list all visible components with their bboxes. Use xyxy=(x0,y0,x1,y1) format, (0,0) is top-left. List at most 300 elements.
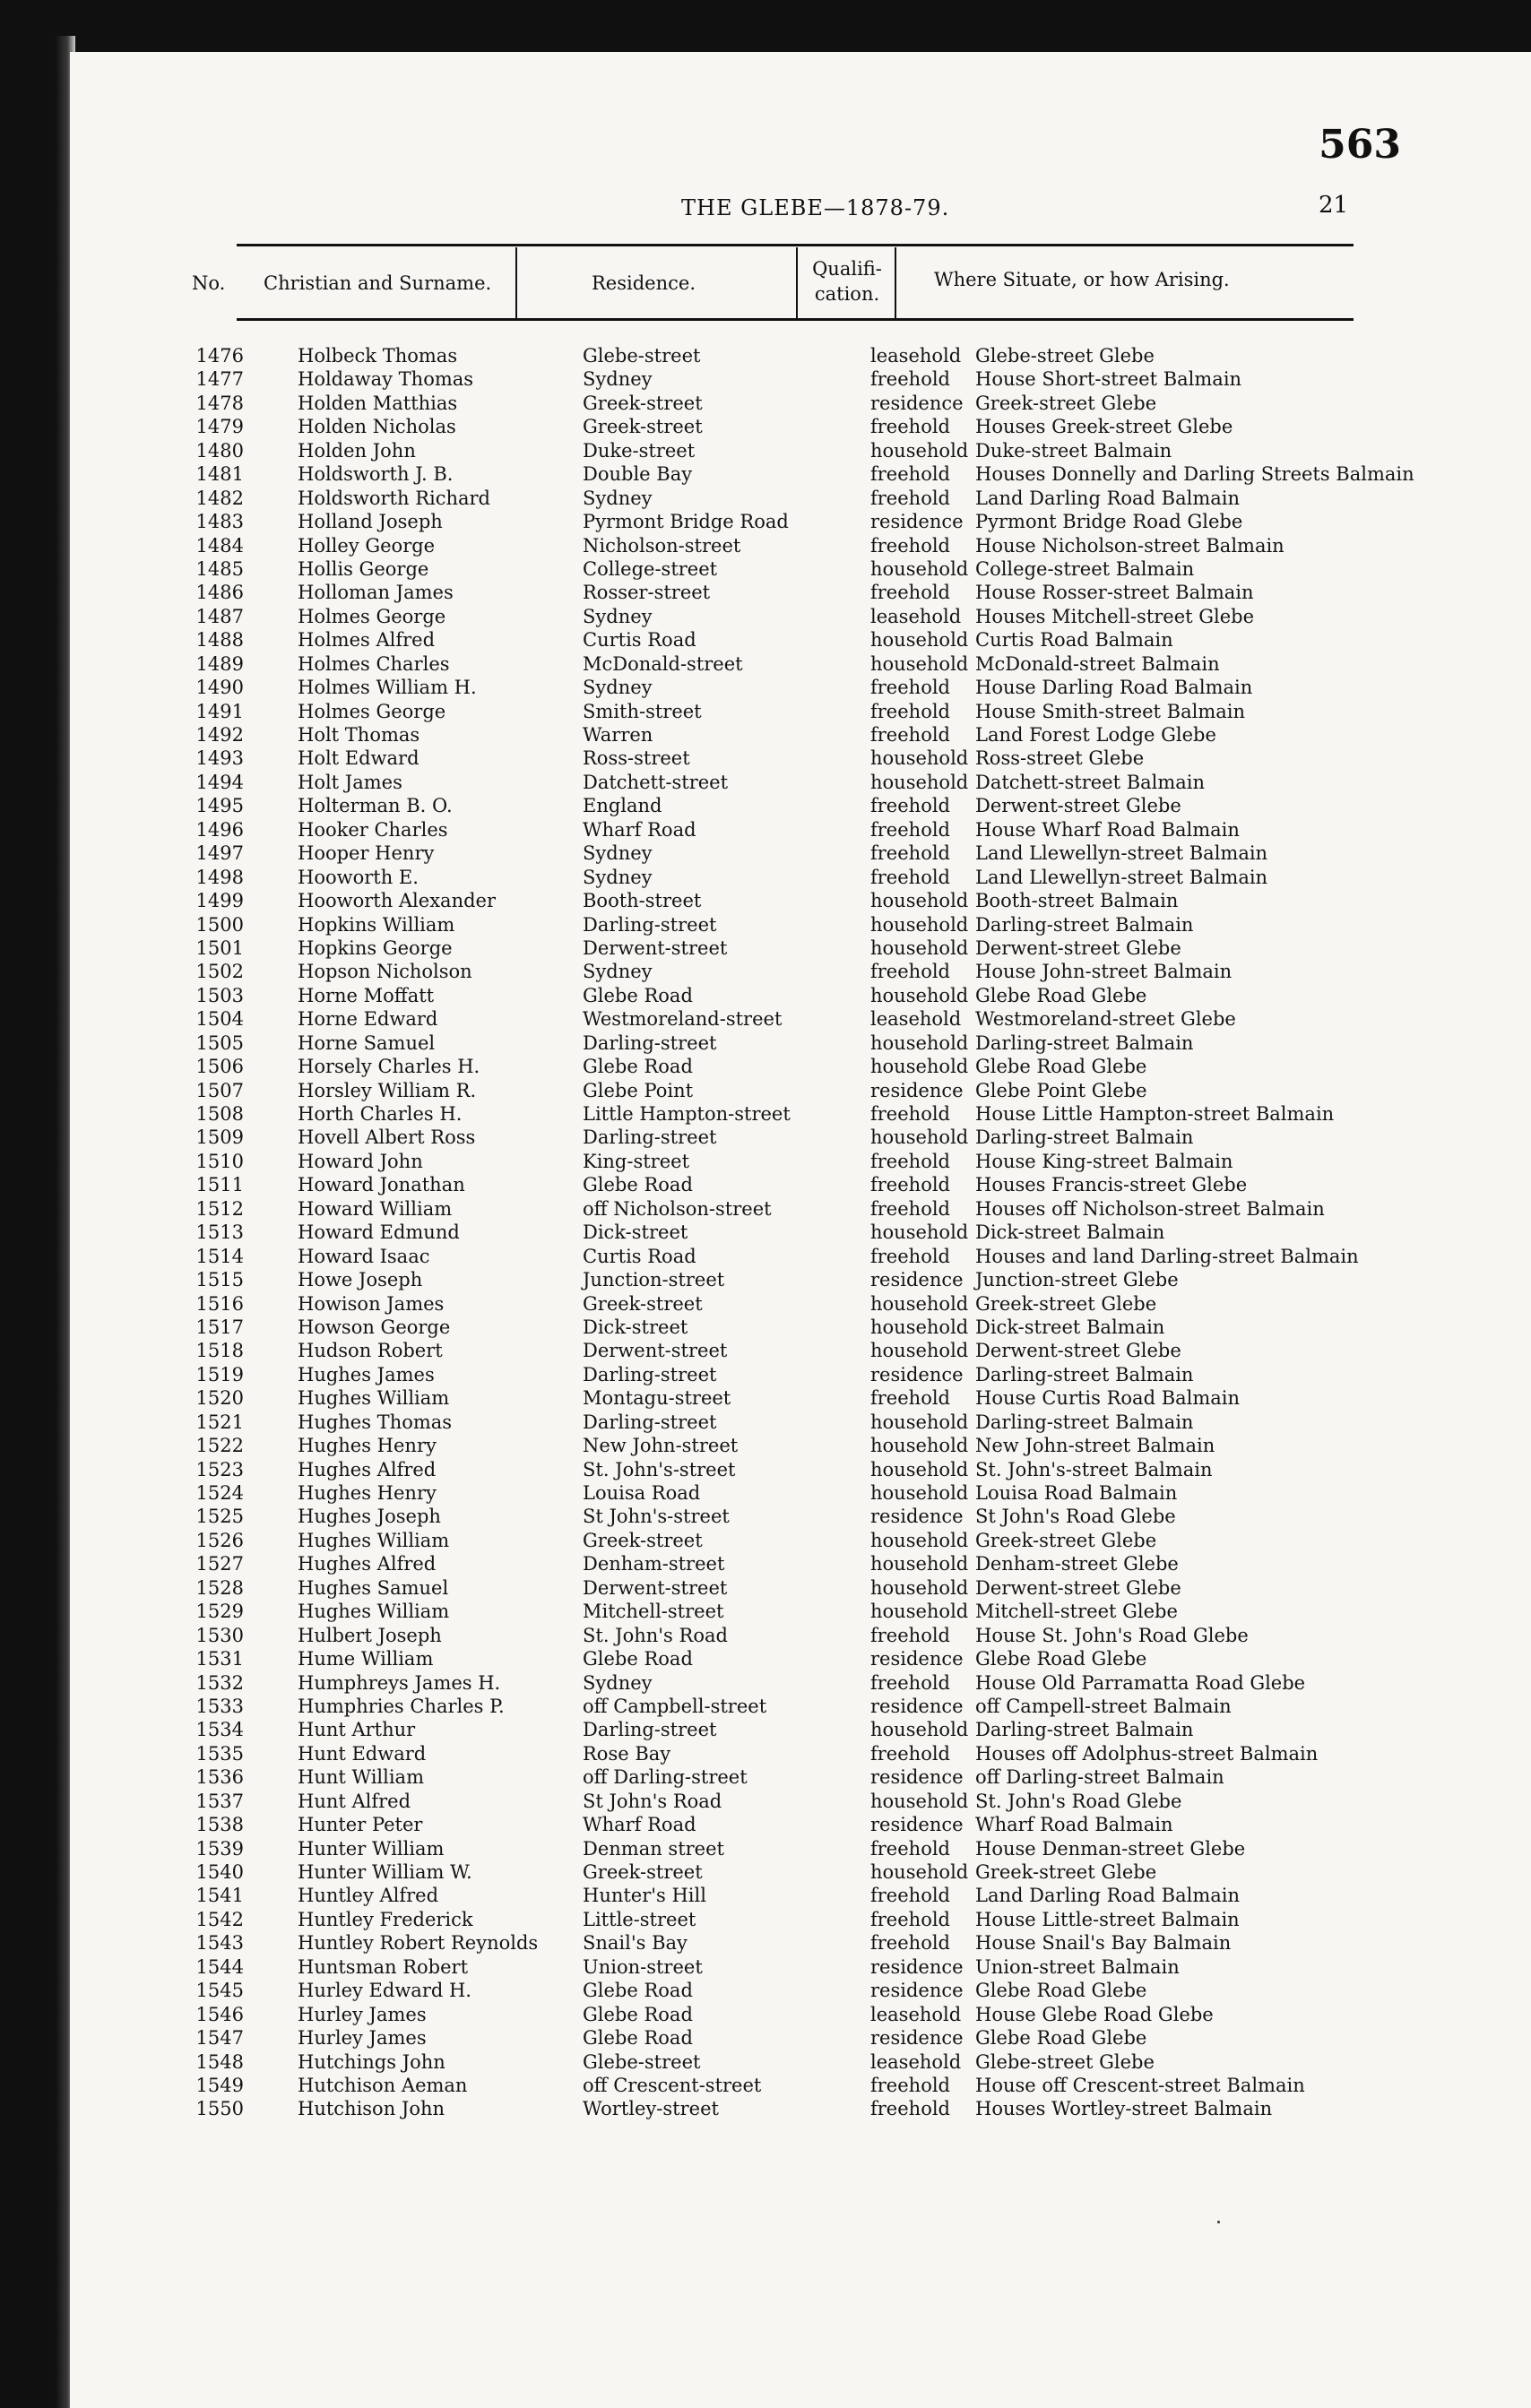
entry-number: 1540 xyxy=(195,1861,244,1883)
header-qualification-line1: Qualifi- xyxy=(812,258,882,280)
entry-name: Hughes Henry xyxy=(298,1435,437,1457)
entry-residence: Booth-street xyxy=(583,890,702,912)
table-row xyxy=(70,1126,1531,1149)
entry-qualification: freehold xyxy=(870,1932,950,1955)
entry-name: Horsely Charles H. xyxy=(298,1056,480,1078)
table-row xyxy=(70,1790,1531,1813)
table-row xyxy=(70,628,1531,652)
entry-qualification: residence xyxy=(870,511,964,533)
entry-qualification: residence xyxy=(870,1814,964,1836)
entry-where-situate: off Darling-street Balmain xyxy=(975,1766,1224,1789)
entry-name: Hunter William xyxy=(298,1837,445,1860)
entry-residence: Derwent-street xyxy=(583,1340,728,1362)
entry-qualification: freehold xyxy=(870,818,950,841)
entry-name: Hughes William xyxy=(298,1387,450,1410)
entry-number: 1550 xyxy=(195,2098,244,2120)
entry-qualification: freehold xyxy=(870,416,950,438)
entry-name: Hopkins William xyxy=(298,913,455,936)
table-row xyxy=(70,510,1531,533)
entry-residence: Sydney xyxy=(583,866,653,888)
entry-where-situate: Derwent-street Glebe xyxy=(975,1340,1181,1362)
table-row xyxy=(70,1197,1531,1221)
entry-name: Hudson Robert xyxy=(298,1340,443,1362)
entry-where-situate: Curtis Road Balmain xyxy=(975,629,1173,652)
entry-qualification: freehold xyxy=(870,1150,950,1172)
entry-where-situate: Wharf Road Balmain xyxy=(975,1814,1173,1836)
entry-residence: Curtis Road xyxy=(583,629,696,652)
table-row xyxy=(70,794,1531,817)
entry-residence: Denham-street xyxy=(583,1553,725,1575)
entry-name: Holmes Alfred xyxy=(298,629,436,652)
table-row xyxy=(70,1529,1531,1552)
entry-number: 1476 xyxy=(195,345,244,367)
entry-name: Hunt Edward xyxy=(298,1742,427,1765)
entry-name: Hughes Joseph xyxy=(298,1506,441,1528)
page-number: 563 xyxy=(1319,122,1401,168)
entry-name: Hughes James xyxy=(298,1363,435,1385)
entry-name: Hutchison Aeman xyxy=(298,2074,468,2096)
entry-residence: Glebe Road xyxy=(583,984,693,1006)
entry-where-situate: Louisa Road Balmain xyxy=(975,1482,1178,1504)
table-row xyxy=(70,1007,1531,1031)
entry-qualification: freehold xyxy=(870,534,950,557)
entry-where-situate: Land Darling Road Balmain xyxy=(975,487,1241,509)
register-page xyxy=(70,52,1531,2408)
entry-residence: Junction-street xyxy=(583,1269,725,1291)
entry-residence: St. John's-street xyxy=(583,1458,736,1480)
entry-name: Huntley Frederick xyxy=(298,1908,473,1930)
table-row xyxy=(70,1908,1531,1931)
entry-where-situate: Land Llewellyn-street Balmain xyxy=(975,866,1268,888)
table-row xyxy=(70,1150,1531,1173)
entry-qualification: freehold xyxy=(870,1837,950,1860)
table-row xyxy=(70,1458,1531,1481)
entry-residence: Rose Bay xyxy=(583,1742,671,1765)
entry-qualification: household xyxy=(870,1576,969,1599)
entry-number: 1489 xyxy=(195,652,244,675)
entry-name: Hopson Nicholson xyxy=(298,961,472,983)
table-row xyxy=(70,960,1531,983)
entry-where-situate: Darling-street Balmain xyxy=(975,1719,1194,1741)
entry-where-situate: Union-street Balmain xyxy=(975,1955,1180,1978)
entry-where-situate: Glebe Road Glebe xyxy=(975,1056,1147,1078)
entry-residence: Glebe Road xyxy=(583,1174,693,1196)
entry-name: Holloman James xyxy=(298,582,454,604)
entry-name: Holt Thomas xyxy=(298,724,420,746)
table-row xyxy=(70,534,1531,557)
entry-where-situate: Houses Francis-street Glebe xyxy=(975,1174,1248,1196)
entry-residence: Mitchell-street xyxy=(583,1601,724,1623)
table-row xyxy=(70,652,1531,676)
entry-number: 1485 xyxy=(195,557,244,580)
entry-where-situate: House Little Hampton-street Balmain xyxy=(975,1103,1335,1125)
entry-qualification: residence xyxy=(870,1955,964,1978)
entry-name: Hunter Peter xyxy=(298,1814,423,1836)
entry-name: Hughes Thomas xyxy=(298,1411,453,1433)
entry-number: 1525 xyxy=(195,1506,244,1528)
entry-name: Hughes William xyxy=(298,1529,450,1551)
entry-where-situate: House Glebe Road Glebe xyxy=(975,2003,1214,2025)
entry-residence: Sydney xyxy=(583,842,653,865)
entry-number: 1524 xyxy=(195,1482,244,1504)
entry-number: 1503 xyxy=(195,984,244,1006)
header-name: Christian and Surname. xyxy=(264,272,492,294)
entry-qualification: household xyxy=(870,1126,969,1149)
entry-number: 1547 xyxy=(195,2027,244,2050)
entry-name: Holden John xyxy=(298,439,416,462)
entry-qualification: freehold xyxy=(870,2098,950,2120)
entry-residence: Sydney xyxy=(583,677,653,699)
entry-number: 1530 xyxy=(195,1624,244,1646)
entry-where-situate: St. John's Road Glebe xyxy=(975,1790,1182,1812)
entry-residence: Datchett-street xyxy=(583,771,729,793)
entry-qualification: household xyxy=(870,1292,969,1315)
entry-qualification: freehold xyxy=(870,1671,950,1694)
entry-number: 1538 xyxy=(195,1814,244,1836)
entry-residence: Little Hampton-street xyxy=(583,1103,791,1125)
entry-where-situate: off Campell-street Balmain xyxy=(975,1695,1232,1717)
entry-name: Huntley Alfred xyxy=(298,1885,439,1907)
entry-residence: off Crescent-street xyxy=(583,2074,762,2096)
entry-residence: Wharf Road xyxy=(583,818,696,841)
entry-residence: off Darling-street xyxy=(583,1766,748,1789)
entry-where-situate: St. John's-street Balmain xyxy=(975,1458,1213,1480)
entry-number: 1544 xyxy=(195,1955,244,1978)
entry-residence: Duke-street xyxy=(583,439,696,462)
entry-number: 1522 xyxy=(195,1435,244,1457)
entry-name: Howard Jonathan xyxy=(298,1174,465,1196)
entry-number: 1508 xyxy=(195,1103,244,1125)
table-row xyxy=(70,1316,1531,1339)
entry-where-situate: Greek-street Glebe xyxy=(975,1861,1157,1883)
entry-where-situate: Greek-street Glebe xyxy=(975,392,1157,414)
entry-qualification: freehold xyxy=(870,1624,950,1646)
entry-name: Holmes William H. xyxy=(298,677,477,699)
entry-name: Howard Isaac xyxy=(298,1245,430,1267)
entry-qualification: residence xyxy=(870,1506,964,1528)
entry-name: Humphreys James H. xyxy=(298,1671,501,1694)
entry-name: Howard John xyxy=(298,1150,423,1172)
entry-number: 1477 xyxy=(195,368,244,391)
table-row xyxy=(70,1245,1531,1268)
entry-name: Hughes Alfred xyxy=(298,1458,437,1480)
entry-name: Howe Joseph xyxy=(298,1269,423,1291)
entry-where-situate: New John-street Balmain xyxy=(975,1435,1215,1457)
entry-where-situate: Ross-street Glebe xyxy=(975,747,1145,770)
entry-where-situate: Glebe Road Glebe xyxy=(975,984,1147,1006)
entry-residence: Snail's Bay xyxy=(583,1932,688,1955)
entry-number: 1518 xyxy=(195,1340,244,1362)
entry-name: Hunt Alfred xyxy=(298,1790,411,1812)
entry-number: 1479 xyxy=(195,416,244,438)
entry-where-situate: House Old Parramatta Road Glebe xyxy=(975,1671,1306,1694)
entry-residence: Dick-street xyxy=(583,1221,688,1244)
entry-name: Holbeck Thomas xyxy=(298,345,458,367)
entry-where-situate: Glebe Road Glebe xyxy=(975,2027,1147,2050)
table-row xyxy=(70,1671,1531,1695)
table-row xyxy=(70,1079,1531,1102)
table-row xyxy=(70,1813,1531,1836)
entry-where-situate: Westmoreland-street Glebe xyxy=(975,1008,1236,1031)
entry-residence: Glebe-street xyxy=(583,2050,701,2073)
table-row xyxy=(70,2097,1531,2120)
entry-where-situate: House Smith-street Balmain xyxy=(975,700,1246,722)
entry-qualification: household xyxy=(870,557,969,580)
entry-where-situate: Duke-street Balmain xyxy=(975,439,1172,462)
table-row xyxy=(70,1647,1531,1670)
entry-qualification: freehold xyxy=(870,463,950,486)
entry-qualification: household xyxy=(870,913,969,936)
entry-where-situate: Houses Donnelly and Darling Streets Balmain xyxy=(975,463,1414,486)
entry-qualification: household xyxy=(870,1719,969,1741)
entry-residence: Glebe Road xyxy=(583,1980,693,2002)
entry-qualification: residence xyxy=(870,2027,964,2050)
entry-residence: Sydney xyxy=(583,605,653,627)
entry-name: Hughes Alfred xyxy=(298,1553,437,1575)
entry-number: 1539 xyxy=(195,1837,244,1860)
entry-name: Hutchings John xyxy=(298,2050,445,2073)
entry-residence: Derwent-street xyxy=(583,1576,728,1599)
entry-name: Hume William xyxy=(298,1648,434,1670)
entry-residence: Greek-street xyxy=(583,1529,703,1551)
entry-number: 1519 xyxy=(195,1363,244,1385)
entry-qualification: freehold xyxy=(870,1387,950,1410)
entry-qualification: freehold xyxy=(870,724,950,746)
entry-number: 1493 xyxy=(195,747,244,770)
entry-number: 1543 xyxy=(195,1932,244,1955)
entry-number: 1546 xyxy=(195,2003,244,2025)
entry-where-situate: College-street Balmain xyxy=(975,557,1195,580)
entry-number: 1501 xyxy=(195,936,244,959)
entry-where-situate: Darling-street Balmain xyxy=(975,1411,1194,1433)
entry-qualification: freehold xyxy=(870,1103,950,1125)
entry-number: 1513 xyxy=(195,1221,244,1244)
entry-residence: Sydney xyxy=(583,487,653,509)
entry-residence: Sydney xyxy=(583,1671,653,1694)
entry-where-situate: Greek-street Glebe xyxy=(975,1529,1157,1551)
entry-number: 1511 xyxy=(195,1174,244,1196)
entry-qualification: household xyxy=(870,1031,969,1054)
entry-name: Holdaway Thomas xyxy=(298,368,474,391)
entry-residence: College-street xyxy=(583,557,718,580)
entry-qualification: leasehold xyxy=(870,2050,962,2073)
entry-name: Horne Moffatt xyxy=(298,984,435,1006)
entry-residence: Greek-street xyxy=(583,1861,703,1883)
entry-qualification: residence xyxy=(870,1079,964,1101)
table-row xyxy=(70,1102,1531,1126)
entry-qualification: freehold xyxy=(870,1245,950,1267)
entry-name: Hooworth E. xyxy=(298,866,419,888)
entry-name: Holden Matthias xyxy=(298,392,458,414)
entry-name: Hooker Charles xyxy=(298,818,448,841)
table-row xyxy=(70,1695,1531,1718)
entry-where-situate: Houses off Adolphus-street Balmain xyxy=(975,1742,1319,1765)
entry-name: Holden Nicholas xyxy=(298,416,456,438)
entry-name: Holmes Charles xyxy=(298,652,450,675)
entry-where-situate: Glebe Point Glebe xyxy=(975,1079,1147,1101)
entry-name: Horne Edward xyxy=(298,1008,438,1031)
entry-qualification: freehold xyxy=(870,1197,950,1220)
entry-qualification: freehold xyxy=(870,961,950,983)
table-row xyxy=(70,2074,1531,2097)
entry-residence: Wortley-street xyxy=(583,2098,719,2120)
entry-where-situate: Glebe-street Glebe xyxy=(975,345,1155,367)
entry-name: Holley George xyxy=(298,534,436,557)
entry-number: 1509 xyxy=(195,1126,244,1149)
entry-name: Hooworth Alexander xyxy=(298,890,497,912)
entry-qualification: residence xyxy=(870,392,964,414)
table-row xyxy=(70,842,1531,865)
entry-qualification: freehold xyxy=(870,368,950,391)
entry-where-situate: Greek-street Glebe xyxy=(975,1292,1157,1315)
entry-qualification: freehold xyxy=(870,1908,950,1930)
entry-where-situate: House Curtis Road Balmain xyxy=(975,1387,1241,1410)
entry-number: 1491 xyxy=(195,700,244,722)
table-row xyxy=(70,889,1531,912)
entry-number: 1532 xyxy=(195,1671,244,1694)
table-row xyxy=(70,676,1531,699)
entry-qualification: freehold xyxy=(870,1885,950,1907)
entry-residence: Smith-street xyxy=(583,700,702,722)
entry-where-situate: Glebe Road Glebe xyxy=(975,1980,1147,2002)
table-row xyxy=(70,605,1531,628)
entry-number: 1495 xyxy=(195,795,244,817)
entry-name: Holt James xyxy=(298,771,402,793)
entry-name: Hughes William xyxy=(298,1601,450,1623)
entry-name: Hopkins George xyxy=(298,936,453,959)
entry-name: Holmes George xyxy=(298,700,446,722)
entry-where-situate: Land Llewellyn-street Balmain xyxy=(975,842,1268,865)
table-row xyxy=(70,392,1531,415)
entry-number: 1549 xyxy=(195,2074,244,2096)
entry-qualification: household xyxy=(870,652,969,675)
entry-residence: Glebe-street xyxy=(583,345,701,367)
entry-where-situate: Land Forest Lodge Glebe xyxy=(975,724,1216,746)
entry-residence: Glebe Road xyxy=(583,2027,693,2050)
entry-where-situate: House Nicholson-street Balmain xyxy=(975,534,1284,557)
entry-where-situate: House Short-street Balmain xyxy=(975,368,1242,391)
entry-residence: Darling-street xyxy=(583,1031,717,1054)
table-row xyxy=(70,1386,1531,1410)
table-row xyxy=(70,1742,1531,1765)
entry-number: 1490 xyxy=(195,677,244,699)
table-row xyxy=(70,913,1531,936)
entry-number: 1480 xyxy=(195,439,244,462)
entry-where-situate: Denham-street Glebe xyxy=(975,1553,1179,1575)
entry-where-situate: Glebe-street Glebe xyxy=(975,2050,1155,2073)
entry-name: Hughes Henry xyxy=(298,1482,437,1504)
entry-residence: Derwent-street xyxy=(583,936,728,959)
entry-residence: Greek-street xyxy=(583,416,703,438)
entry-number: 1484 xyxy=(195,534,244,557)
table-row xyxy=(70,344,1531,367)
entry-number: 1496 xyxy=(195,818,244,841)
table-row xyxy=(70,557,1531,581)
table-row xyxy=(70,1339,1531,1362)
entry-where-situate: Pyrmont Bridge Road Glebe xyxy=(975,511,1243,533)
entry-residence: Darling-street xyxy=(583,1719,717,1741)
entry-number: 1521 xyxy=(195,1411,244,1433)
register-rows xyxy=(70,344,1531,2121)
entry-where-situate: Dick-street Balmain xyxy=(975,1221,1165,1244)
entry-name: Hughes Samuel xyxy=(298,1576,449,1599)
entry-number: 1506 xyxy=(195,1056,244,1078)
entry-qualification: freehold xyxy=(870,487,950,509)
table-row xyxy=(70,1955,1531,1979)
entry-where-situate: House St. John's Road Glebe xyxy=(975,1624,1249,1646)
entry-residence: King-street xyxy=(583,1150,690,1172)
entry-number: 1527 xyxy=(195,1553,244,1575)
entry-name: Hovell Albert Ross xyxy=(298,1126,476,1149)
entry-where-situate: St John's Road Glebe xyxy=(975,1506,1176,1528)
entry-qualification: freehold xyxy=(870,1174,950,1196)
entry-name: Holland Joseph xyxy=(298,511,443,533)
entry-qualification: household xyxy=(870,984,969,1006)
entry-qualification: leasehold xyxy=(870,345,962,367)
entry-number: 1517 xyxy=(195,1316,244,1338)
entry-residence: Darling-street xyxy=(583,1363,717,1385)
table-row xyxy=(70,2026,1531,2050)
entry-where-situate: House Wharf Road Balmain xyxy=(975,818,1240,841)
entry-where-situate: Darling-street Balmain xyxy=(975,1031,1194,1054)
entry-where-situate: Houses and land Darling-street Balmain xyxy=(975,1245,1359,1267)
header-qualification-line2: cation. xyxy=(814,283,880,305)
table-row xyxy=(70,1173,1531,1196)
entry-qualification: residence xyxy=(870,1269,964,1291)
table-row xyxy=(70,1552,1531,1575)
table-row xyxy=(70,487,1531,510)
entry-name: Hunt Arthur xyxy=(298,1719,416,1741)
entry-residence: Montagu-street xyxy=(583,1387,731,1410)
entry-qualification: freehold xyxy=(870,866,950,888)
entry-number: 1487 xyxy=(195,605,244,627)
entry-qualification: household xyxy=(870,747,969,770)
table-row xyxy=(70,1363,1531,1386)
header-residence: Residence. xyxy=(592,272,696,294)
entry-qualification: household xyxy=(870,629,969,652)
entry-qualification: leasehold xyxy=(870,2003,962,2025)
entry-qualification: household xyxy=(870,1601,969,1623)
entry-number: 1481 xyxy=(195,463,244,486)
entry-name: Hollis George xyxy=(298,557,429,580)
entry-residence: Glebe Road xyxy=(583,1648,693,1670)
entry-where-situate: Mitchell-street Glebe xyxy=(975,1601,1178,1623)
table-row xyxy=(70,1031,1531,1055)
table-row xyxy=(70,1931,1531,1955)
entry-number: 1516 xyxy=(195,1292,244,1315)
entry-number: 1526 xyxy=(195,1529,244,1551)
entry-residence: McDonald-street xyxy=(583,652,743,675)
entry-qualification: household xyxy=(870,1316,969,1338)
entry-name: Horne Samuel xyxy=(298,1031,436,1054)
entry-name: Howard William xyxy=(298,1197,453,1220)
running-head: THE GLEBE—1878-79. xyxy=(681,195,950,220)
header-qualification xyxy=(794,256,900,306)
table-row xyxy=(70,818,1531,842)
entry-name: Hurley Edward H. xyxy=(298,1980,471,2002)
entry-where-situate: Derwent-street Glebe xyxy=(975,1576,1181,1599)
entry-residence: New John-street xyxy=(583,1435,739,1457)
entry-residence: Greek-street xyxy=(583,1292,703,1315)
entry-number: 1498 xyxy=(195,866,244,888)
table-row xyxy=(70,700,1531,723)
entry-number: 1535 xyxy=(195,1742,244,1765)
entry-residence: England xyxy=(583,795,662,817)
entry-number: 1523 xyxy=(195,1458,244,1480)
entry-where-situate: Darling-street Balmain xyxy=(975,1363,1194,1385)
entry-name: Hurley James xyxy=(298,2027,427,2050)
entry-name: Hunter William W. xyxy=(298,1861,472,1883)
